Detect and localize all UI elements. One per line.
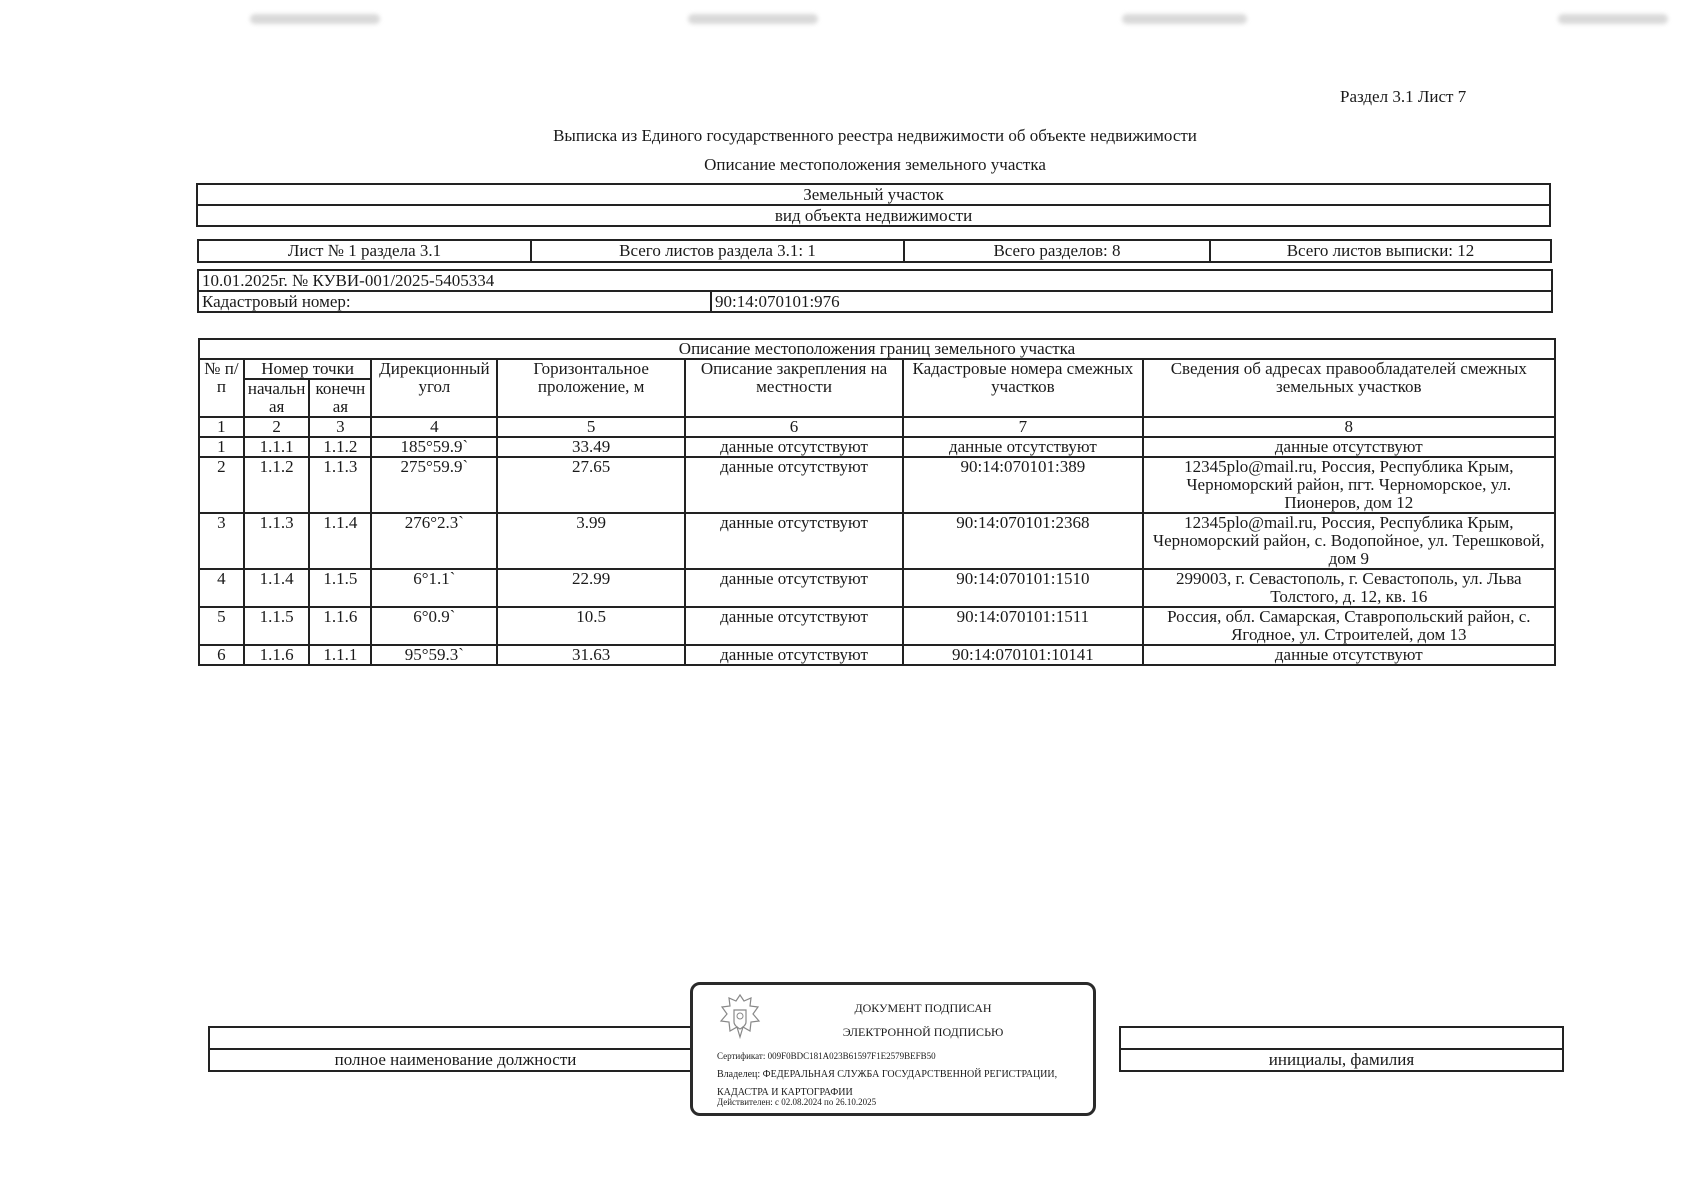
table-row — [199, 513, 1555, 569]
column-index: 5 — [497, 417, 685, 437]
row-length: 22.99 — [497, 569, 685, 607]
row-cadastral: 90:14:070101:1511 — [903, 607, 1142, 645]
table-row — [199, 569, 1555, 607]
cadastral-number-label: Кадастровый номер: — [198, 291, 711, 312]
row-fixing: данные отсутствуют — [685, 645, 903, 665]
row-address: 12345plo@mail.ru, Россия, Республика Крым, Черноморский район, пгт. Черноморское, ул. Пионеров, дом 12 — [1143, 457, 1555, 513]
row-num: 4 — [199, 569, 244, 607]
row-fixing: данные отсутствуют — [685, 513, 903, 569]
boundaries-table — [198, 338, 1556, 666]
row-fixing: данные отсутствуют — [685, 457, 903, 513]
header-owners-address: Сведения об адресах правообладателей смежных земельных участков — [1143, 359, 1555, 417]
row-length: 33.49 — [497, 437, 685, 457]
row-point-start: 1.1.1 — [244, 437, 310, 457]
row-angle: 275°59.9` — [371, 457, 497, 513]
header-point-number: Номер точки — [244, 359, 372, 379]
stamp-certificate: Сертификат: 009F0BDC181A023B61597F1E2579BEFB50 — [717, 1051, 936, 1061]
row-point-end: 1.1.1 — [309, 645, 371, 665]
row-address: 299003, г. Севастополь, г. Севастополь, ул. Льва Толстого, д. 12, кв. 16 — [1143, 569, 1555, 607]
row-address: данные отсутствуют — [1143, 437, 1555, 457]
row-fixing: данные отсутствуют — [685, 607, 903, 645]
row-num: 3 — [199, 513, 244, 569]
cadastral-number-value: 90:14:070101:976 — [711, 291, 1552, 312]
row-point-end: 1.1.5 — [309, 569, 371, 607]
row-angle: 276°2.3` — [371, 513, 497, 569]
row-address: 12345plo@mail.ru, Россия, Республика Крым, Черноморский район, с. Водопойное, ул. Терешковой, дом 9 — [1143, 513, 1555, 569]
scan-smudge — [1558, 14, 1668, 24]
document-subtitle: Описание местоположения земельного участка — [704, 155, 1046, 174]
row-point-end: 1.1.6 — [309, 607, 371, 645]
row-num: 5 — [199, 607, 244, 645]
row-angle: 185°59.9` — [371, 437, 497, 457]
row-angle: 6°1.1` — [371, 569, 497, 607]
row-point-start: 1.1.5 — [244, 607, 310, 645]
total-sections: Всего разделов: 8 — [904, 240, 1210, 262]
boundaries-title: Описание местоположения границ земельного участка — [199, 339, 1555, 359]
signature-name-label: инициалы, фамилия — [1120, 1049, 1563, 1071]
table-row — [199, 607, 1555, 645]
total-section-sheets: Всего листов раздела 3.1: 1 — [531, 240, 904, 262]
row-fixing: данные отсутствуют — [685, 437, 903, 457]
header-point-end: конечн ая — [309, 379, 371, 417]
header-num: № п/п — [199, 359, 244, 417]
row-point-end: 1.1.3 — [309, 457, 371, 513]
row-fixing: данные отсутствуют — [685, 569, 903, 607]
row-point-end: 1.1.2 — [309, 437, 371, 457]
signature-position-label: полное наименование должности — [209, 1049, 702, 1071]
row-cadastral: 90:14:070101:10141 — [903, 645, 1142, 665]
header-angle: Дирекционный угол — [371, 359, 497, 417]
row-length: 31.63 — [497, 645, 685, 665]
column-index: 2 — [244, 417, 310, 437]
scan-smudge — [688, 14, 818, 24]
table-row — [199, 645, 1555, 665]
row-cadastral: 90:14:070101:1510 — [903, 569, 1142, 607]
column-index: 6 — [685, 417, 903, 437]
row-point-start: 1.1.2 — [244, 457, 310, 513]
object-type-value: Земельный участок — [197, 184, 1550, 205]
column-index: 4 — [371, 417, 497, 437]
sheet-number: Лист № 1 раздела 3.1 — [198, 240, 531, 262]
page-reference: Раздел 3.1 Лист 7 — [1340, 87, 1467, 106]
row-num: 1 — [199, 437, 244, 457]
scan-smudge — [250, 14, 380, 24]
header-fixing: Описание закрепления на местности — [685, 359, 903, 417]
row-angle: 6°0.9` — [371, 607, 497, 645]
row-num: 6 — [199, 645, 244, 665]
info-table — [197, 269, 1553, 313]
signature-position-blank — [209, 1027, 702, 1049]
header-horizontal: Горизонтальное проложение, м — [497, 359, 685, 417]
header-point-start: начальн ая — [244, 379, 310, 417]
stamp-owner: Владелец: ФЕДЕРАЛЬНАЯ СЛУЖБА ГОСУДАРСТВЕННОЙ РЕГИСТРАЦИИ, КАДАСТРА И КАРТОГРАФИИ — [717, 1069, 1058, 1098]
row-point-start: 1.1.4 — [244, 569, 310, 607]
row-address: данные отсутствуют — [1143, 645, 1555, 665]
signature-name-blank — [1120, 1027, 1563, 1049]
header-adjacent-cadastral: Кадастровые номера смежных участков — [903, 359, 1142, 417]
row-point-end: 1.1.4 — [309, 513, 371, 569]
total-extract-sheets: Всего листов выписки: 12 — [1210, 240, 1551, 262]
row-cadastral: 90:14:070101:2368 — [903, 513, 1142, 569]
scan-smudge — [1122, 14, 1247, 24]
row-angle: 95°59.3` — [371, 645, 497, 665]
column-index: 1 — [199, 417, 244, 437]
row-cadastral: данные отсутствуют — [903, 437, 1142, 457]
electronic-signature-stamp — [690, 982, 1096, 1116]
column-index: 7 — [903, 417, 1142, 437]
row-num: 2 — [199, 457, 244, 513]
column-index: 3 — [309, 417, 371, 437]
row-length: 3.99 — [497, 513, 685, 569]
row-point-start: 1.1.6 — [244, 645, 310, 665]
row-length: 27.65 — [497, 457, 685, 513]
sheets-table — [197, 239, 1552, 263]
extract-date-number: 10.01.2025г. № КУВИ-001/2025-5405334 — [198, 270, 1552, 291]
row-point-start: 1.1.3 — [244, 513, 310, 569]
stamp-validity: Действителен: с 02.08.2024 по 26.10.2025 — [717, 1097, 877, 1107]
object-type-label: вид объекта недвижимости — [197, 205, 1550, 226]
document-title: Выписка из Единого государственного реестра недвижимости об объекте недвижимости — [553, 126, 1197, 145]
row-cadastral: 90:14:070101:389 — [903, 457, 1142, 513]
column-index: 8 — [1143, 417, 1555, 437]
object-type-table — [196, 183, 1551, 227]
stamp-title: ДОКУМЕНТ ПОДПИСАН — [854, 1001, 992, 1015]
row-address: Россия, обл. Самарская, Ставропольский район, с. Ягодное, ул. Строителей, дом 13 — [1143, 607, 1555, 645]
table-row — [199, 437, 1555, 457]
stamp-subtitle: ЭЛЕКТРОННОЙ ПОДПИСЬЮ — [842, 1025, 1004, 1039]
coat-of-arms-icon — [715, 991, 765, 1043]
table-row — [199, 457, 1555, 513]
row-length: 10.5 — [497, 607, 685, 645]
